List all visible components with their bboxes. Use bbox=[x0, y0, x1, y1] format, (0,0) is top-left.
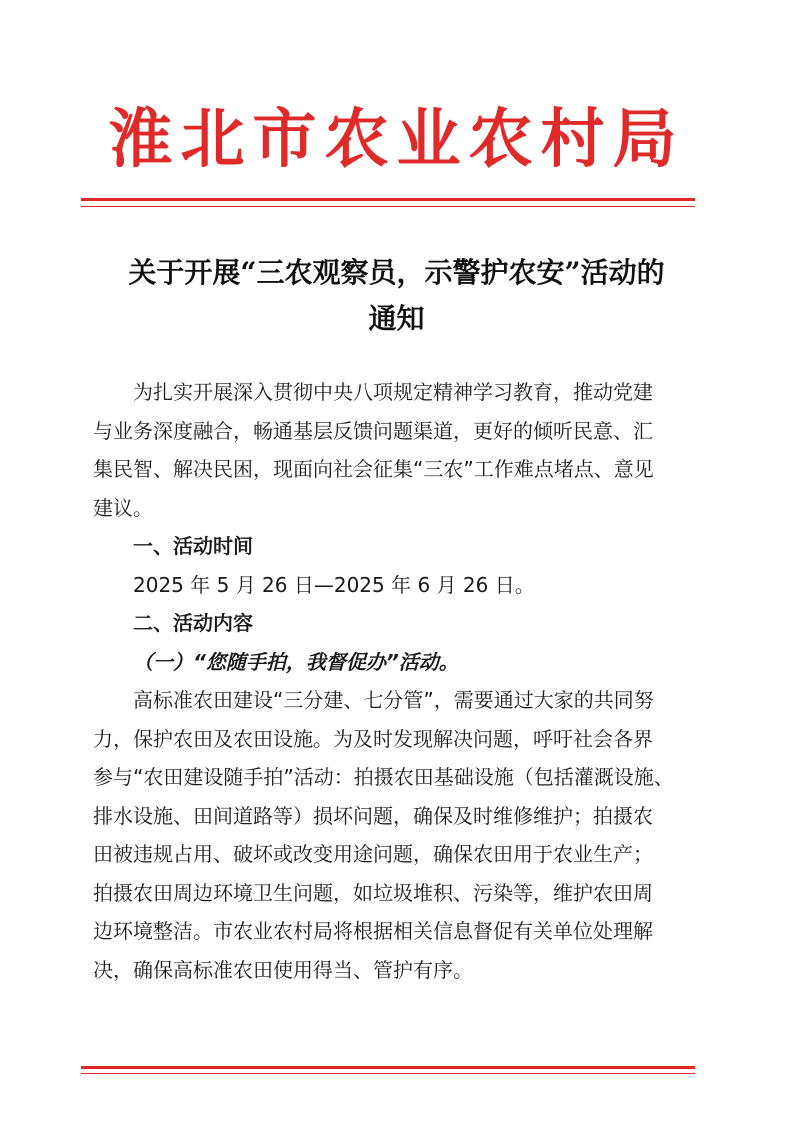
letterhead-rule-thick bbox=[81, 198, 695, 201]
document-title-line-2: 通知 bbox=[368, 302, 425, 335]
footer-rule-thin bbox=[81, 1073, 695, 1074]
intro-line: 与业务深度融合，畅通基层反馈问题渠道，更好的倾听民意、汇 bbox=[93, 418, 653, 443]
subsection-line: 决，确保高标准农田使用得当、管护有序。 bbox=[93, 957, 473, 982]
org-letterhead-title: 淮北市农业农村局 bbox=[108, 102, 685, 177]
subsection-line: 力，保护农田及农田设施。为及时发现解决问题，呼吁社会各界 bbox=[93, 726, 653, 751]
document-body bbox=[93, 373, 693, 989]
intro-line: 建议。 bbox=[93, 495, 153, 520]
subsection-line: 排水设施、田间道路等）损坏问题，确保及时维修维护；拍摄农 bbox=[93, 803, 653, 828]
section-heading-activity-time: 一、活动时间 bbox=[133, 534, 253, 558]
subsection-line: 参与“农田建设随手拍”活动：拍摄农田基础设施（包括灌溉设施、 bbox=[93, 765, 674, 789]
subsection-line: 田被违规占用、破坏或改变用途问题，确保农田用于农业生产； bbox=[93, 842, 653, 866]
document-title bbox=[80, 250, 713, 342]
subsection-line: 高标准农田建设“三分建、七分管”，需要通过大家的共同努 bbox=[133, 688, 654, 712]
intro-line: 为扎实开展深入贯彻中央八项规定精神学习教育，推动党建 bbox=[133, 380, 653, 404]
subsection-line: 拍摄农田周边环境卫生问题，如垃圾堆积、污染等，维护农田周 bbox=[93, 880, 653, 905]
footer-rule-thick bbox=[81, 1066, 695, 1069]
intro-line: 集民智、解决民困，现面向社会征集“三农”工作难点堵点、意见 bbox=[93, 457, 654, 481]
subsection-heading-snapshot: （一）“您随手拍，我督促办”活动。 bbox=[133, 649, 459, 674]
letterhead-rule-thin bbox=[81, 206, 695, 207]
subsection-line: 边环境整洁。市农业农村局将根据相关信息督促有关单位处理解 bbox=[93, 919, 653, 943]
section-heading-activity-content: 二、活动内容 bbox=[133, 611, 253, 635]
activity-date-range: 2025 年 5 月 26 日—2025 年 6 月 26 日。 bbox=[133, 572, 535, 597]
document-title-line-1: 关于开展“三农观察员，示警护农安”活动的 bbox=[128, 256, 665, 289]
